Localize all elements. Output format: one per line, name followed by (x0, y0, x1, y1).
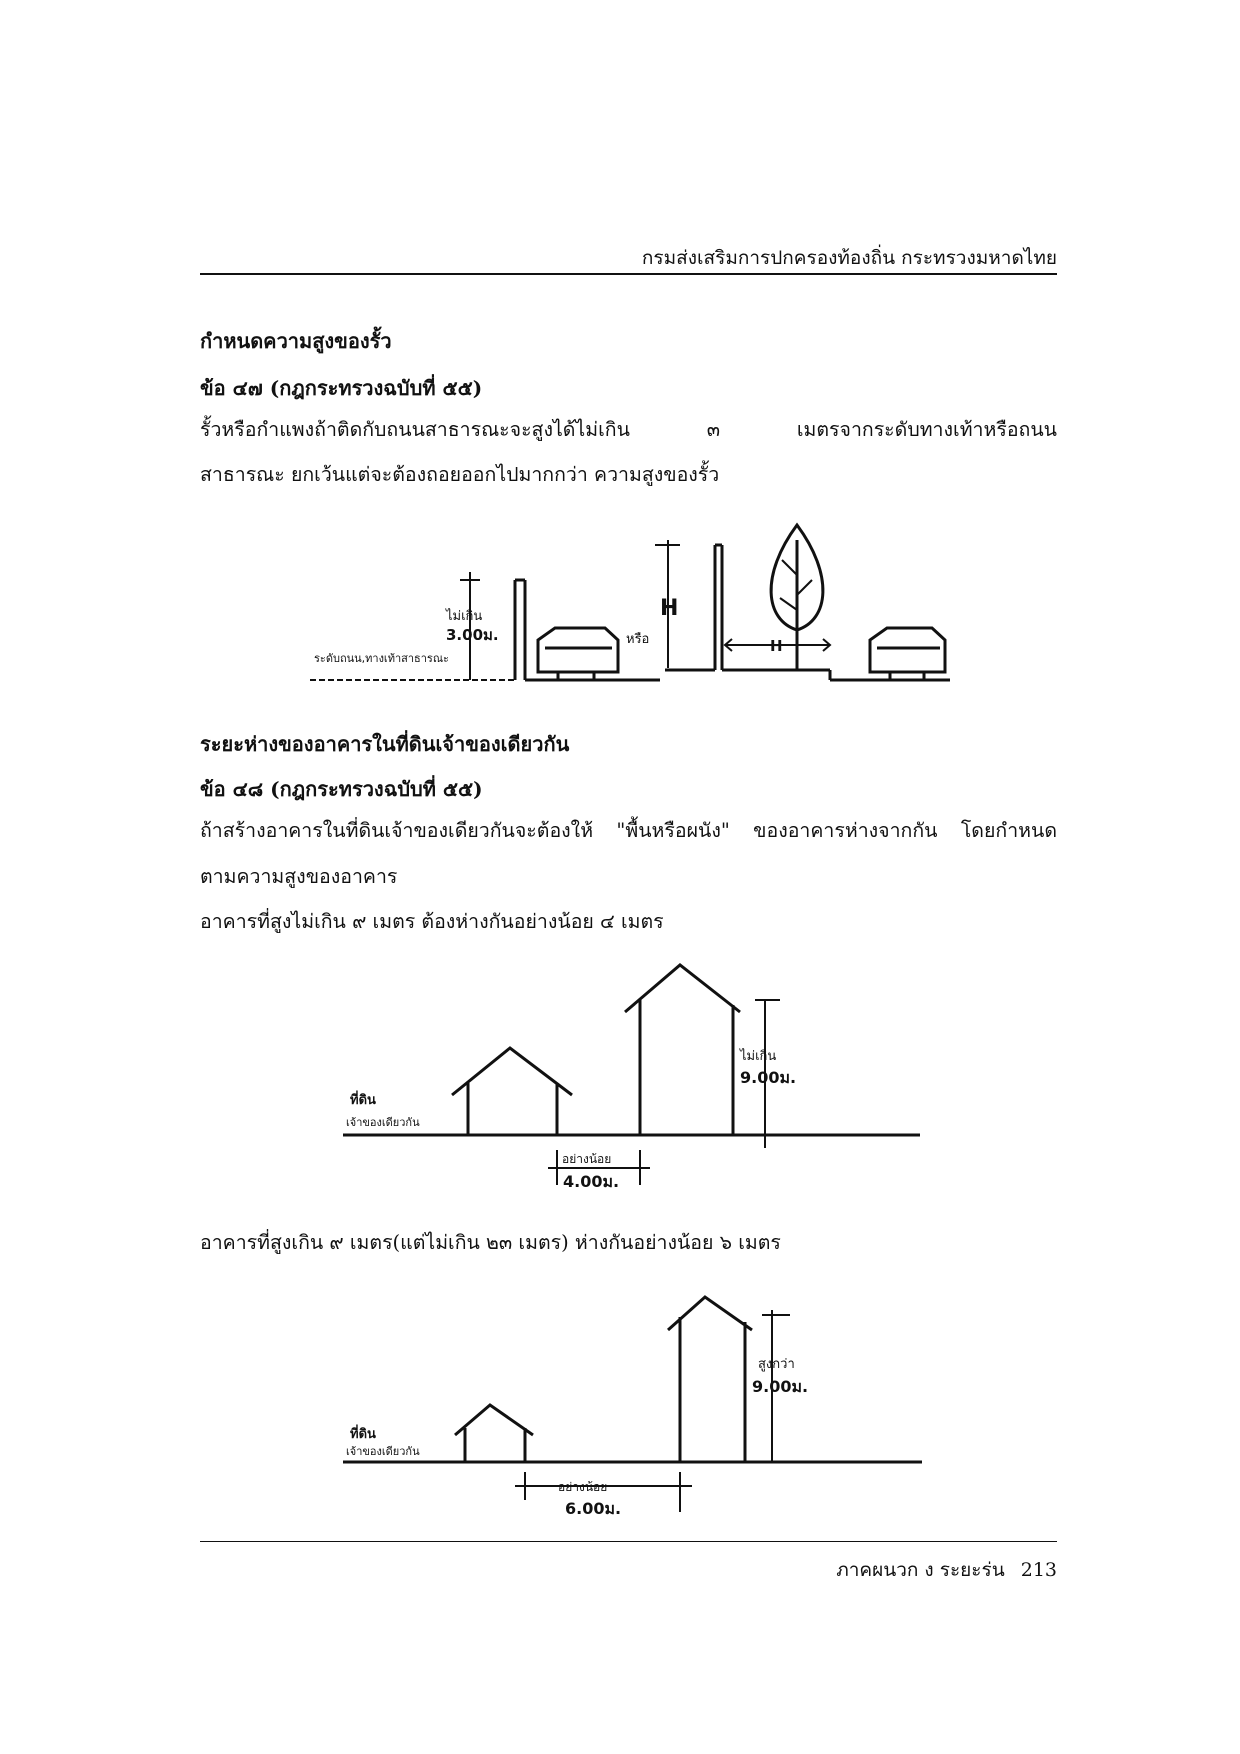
case-2-text: อาคารที่สูงเกิน ๙ เมตร(แต่ไม่เกิน ๒๓ เมตร) ห่างกันอย่างน้อย ๖ เมตร (200, 1231, 781, 1254)
gap-label: อย่างน้อย (562, 1152, 612, 1166)
section-title-fence-height: กำหนดความสูงของรั้ว (200, 329, 392, 353)
fence-max-label: ไม่เกิน (446, 609, 483, 624)
clause-48: ข้อ ๔๘ (กฎกระทรวงฉบับที่ ๕๕) (200, 777, 483, 801)
land-label-2: เจ้าของเดียวกัน (346, 1116, 420, 1129)
footer-rule (200, 1541, 1057, 1542)
clause-47-line-2: สาธารณะ ยกเว้นแต่จะต้องถอยออกไปมากกว่า ความสูงของรั้ว (200, 463, 720, 486)
gap-value: 6.00ม. (565, 1499, 622, 1518)
clause-48-line-1: ถ้าสร้างอาคารในที่ดินเจ้าของเดียวกันจะต้องให้ "พื้นหรือผนัง" ของอาคารห่างจากกัน โดยกำหนด (200, 819, 1057, 842)
gap-value: 4.00ม. (563, 1172, 620, 1191)
running-header: กรมส่งเสริมการปกครองท้องถิ่น กระทรวงมหาดไทย (641, 247, 1057, 269)
or-label: หรือ (626, 632, 650, 647)
ground-level-label: ระดับถนน,ทางเท้าสาธารณะ (314, 652, 449, 665)
height-limit-value: 9.00ม. (740, 1068, 797, 1087)
case-1-text: อาคารที่สูงไม่เกิน ๙ เมตร ต้องห่างกันอย่างน้อย ๔ เมตร (200, 910, 664, 933)
gap-label: อย่างน้อย (558, 1480, 608, 1494)
land-label-1: ที่ดิน (350, 1427, 376, 1442)
height-over-value: 9.00ม. (752, 1377, 809, 1396)
page-footer (700, 1555, 1057, 1585)
section-title-building-spacing: ระยะห่างของอาคารในที่ดินเจ้าของเดียวกัน (200, 732, 570, 756)
land-label-1: ที่ดิน (350, 1093, 376, 1108)
clause-47: ข้อ ๔๗ (กฎกระทรวงฉบับที่ ๕๕) (200, 376, 483, 400)
page-number: 213 (1020, 1559, 1057, 1581)
h-height-label: H (660, 596, 679, 621)
small-house-roof (455, 1405, 533, 1435)
footer-section: ภาคผนวก ง ระยะร่น (836, 1559, 1005, 1581)
fence-max-value: 3.00ม. (446, 626, 499, 644)
height-over-label: สูงกว่า (758, 1357, 795, 1372)
height-limit-label: ไม่เกิน (740, 1049, 777, 1064)
clause-47-line-1: รั้วหรือกำแพงถ้าติดกับถนนสาธารณะจะสูงได้ไม่เกิน ๓ เมตรจากระดับทางเท้าหรือถนน (200, 418, 1057, 441)
clause-48-line-2: ตามความสูงของอาคาร (200, 865, 398, 888)
h-setback-label: H (770, 637, 783, 655)
land-label-2: เจ้าของเดียวกัน (346, 1445, 420, 1458)
